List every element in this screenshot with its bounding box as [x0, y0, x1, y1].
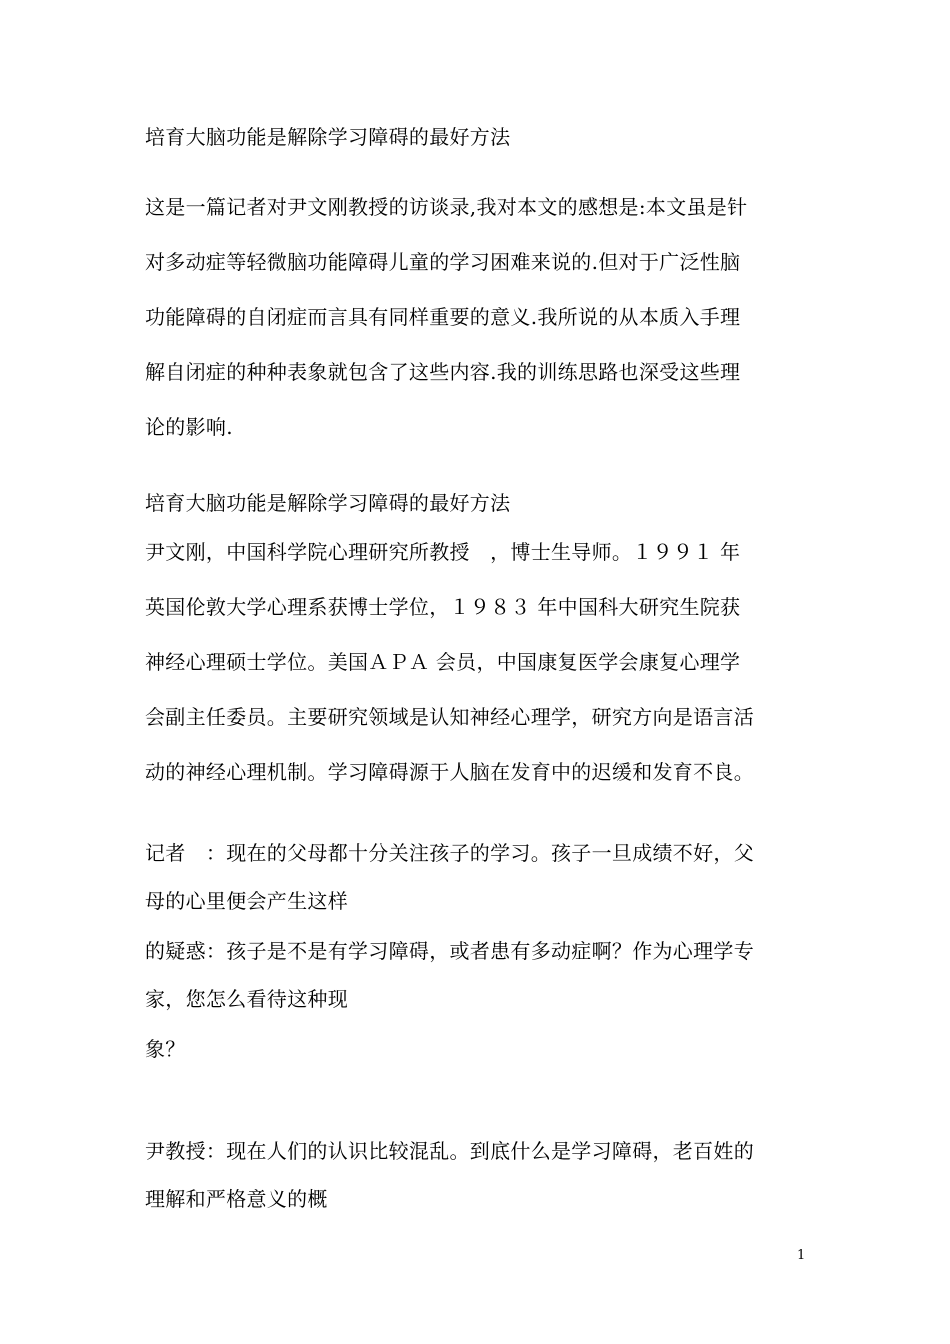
- intro-paragraph: [145, 190, 815, 465]
- answer-line: 理解和严格意义的概: [145, 1187, 328, 1211]
- title-heading: 培育大脑功能是解除学习障碍的最好方法: [145, 125, 511, 149]
- intro-line: 这是一篇记者对尹文刚教授的访谈录,我对本文的感想是:本文虽是针: [145, 195, 748, 219]
- article-heading: 培育大脑功能是解除学习障碍的最好方法: [145, 491, 511, 515]
- intro-line: 对多动症等轻微脑功能障碍儿童的学习困难来说的.但对于广泛性脑: [145, 250, 741, 274]
- intro-line: 解自闭症的种种表象就包含了这些内容.我的训练思路也深受这些理: [145, 360, 741, 384]
- author-bio-paragraph: [145, 535, 815, 810]
- answer-line: 尹教授：现在人们的认识比较混乱。到底什么是学习障碍，老百姓的: [145, 1139, 754, 1163]
- bio-line: 会副主任委员。主要研究领域是认知神经心理学，研究方向是语言活: [145, 705, 754, 729]
- intro-line: 论的影响.: [145, 415, 233, 439]
- question-line: 家，您怎么看待这种现: [145, 987, 348, 1011]
- question-line: 的疑惑：孩子是不是有学习障碍，或者患有多动症啊？作为心理学专: [145, 939, 754, 963]
- question-line: 母的心里便会产生这样: [145, 889, 348, 913]
- bio-line: 神经心理硕士学位。美国ＡＰＡ 会员，中国康复医学会康复心理学: [145, 650, 741, 674]
- bio-line: 动的神经心理机制。学习障碍源于人脑在发育中的迟缓和发育不良。: [145, 760, 754, 784]
- question-line: 记者 ：现在的父母都十分关注孩子的学习。孩子一旦成绩不好，父: [145, 841, 754, 865]
- reporter-question: [145, 836, 815, 1066]
- question-line: 象？: [145, 1037, 186, 1061]
- professor-answer: [145, 1134, 815, 1216]
- intro-line: 功能障碍的自闭症而言具有同样重要的意义.我所说的从本质入手理: [145, 305, 741, 329]
- bio-line: 尹文刚，中国科学院心理研究所教授 ，博士生导师。１９９１ 年: [145, 540, 741, 564]
- bio-line: 英国伦敦大学心理系获博士学位，１９８３ 年中国科大研究生院获: [145, 595, 741, 619]
- page-number: 1: [797, 1248, 806, 1263]
